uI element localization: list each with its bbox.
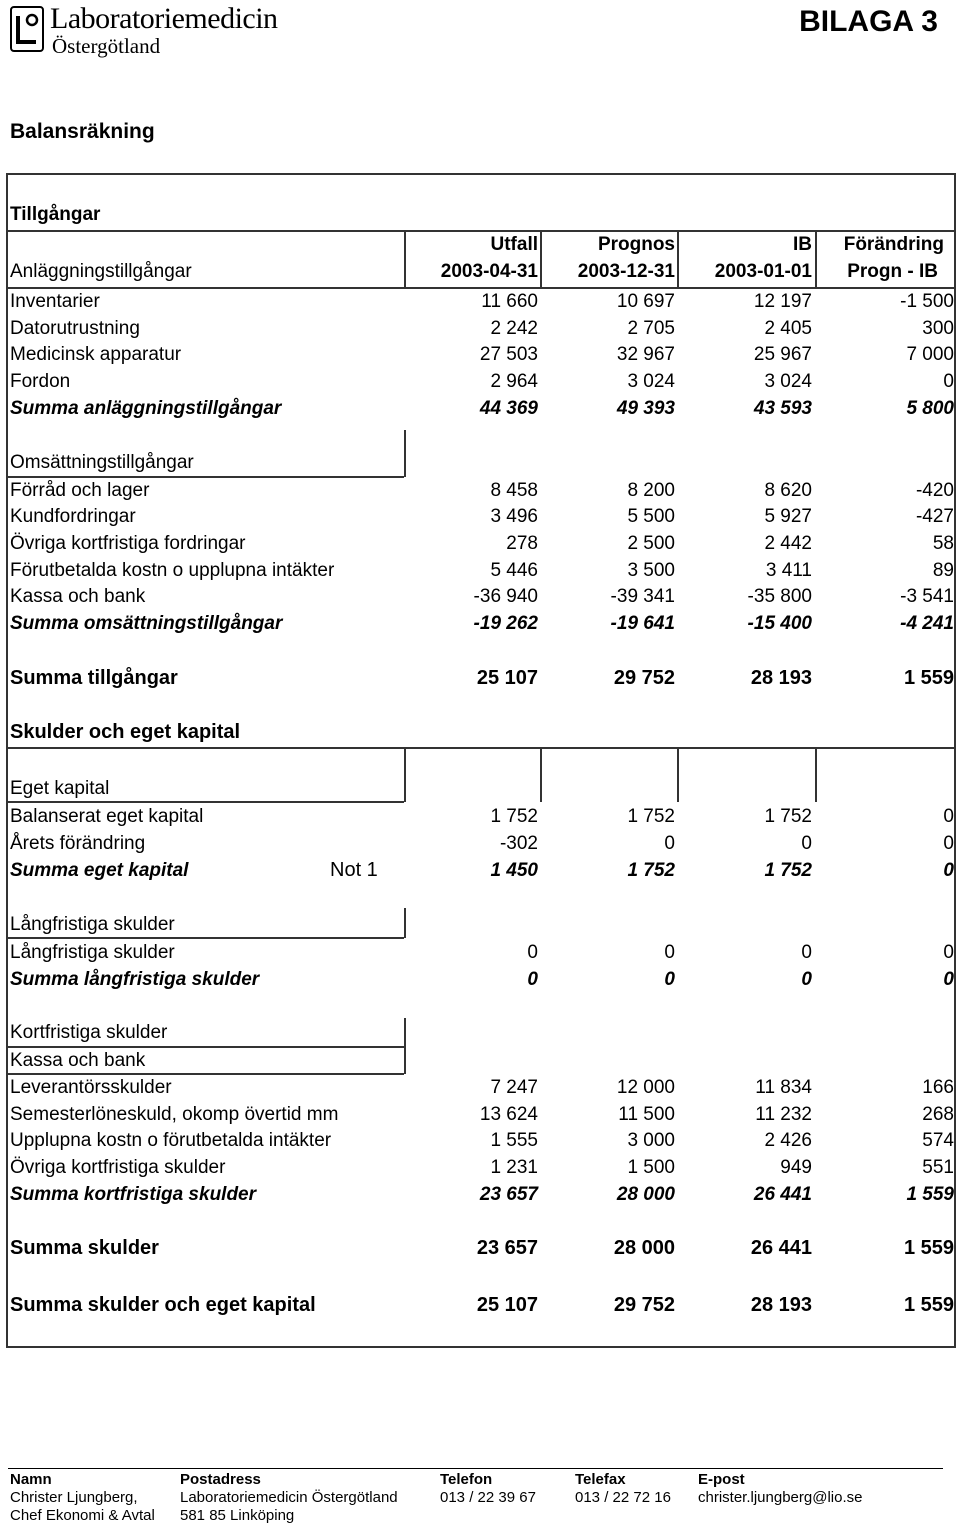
value-utfall: 27 503 [479,344,538,365]
value-utfall: -19 262 [473,613,538,634]
value-forandring: 268 [922,1104,954,1125]
note-reference: Not 1 [330,859,378,881]
value-forandring: -1 500 [900,291,954,312]
value-forandring: 551 [922,1157,954,1178]
value-prognos: 10 697 [616,291,675,312]
value-utfall: 3 496 [490,506,538,527]
column-header-forandring: Förändring [843,234,944,255]
value-ib: 0 [801,969,812,990]
table-row [0,583,960,610]
value-utfall: 25 107 [476,667,538,689]
table-row [0,830,960,857]
lang-heading-row [0,911,960,938]
footer-email[interactable]: christer.ljungberg@lio.se [698,1489,863,1506]
row-label: Övriga kortfristiga fordringar [10,533,246,554]
total-label: Summa tillgångar [10,667,178,689]
value-prognos: 3 024 [627,371,675,392]
value-prognos: 2 705 [627,318,675,339]
value-ib: 2 405 [764,318,812,339]
value-prognos: 32 967 [616,344,675,365]
value-prognos: 29 752 [613,1294,675,1316]
table-row [0,368,960,395]
row-label: Årets förändring [10,833,146,854]
value-ib: 11 834 [755,1077,812,1098]
footer-postal-code: 581 85 Linköping [180,1507,295,1524]
row-label: Upplupna kostn o förutbetalda intäkter [10,1130,332,1151]
value-utfall: 278 [506,533,538,554]
value-prognos: 49 393 [616,398,675,419]
row-label: Datorutrustning [10,318,140,339]
value-ib: 2 426 [764,1130,812,1151]
value-prognos: 11 500 [618,1104,675,1125]
value-utfall: 1 231 [490,1157,538,1178]
value-utfall: -302 [499,833,538,854]
section-skulder-label: Skulder och eget kapital [10,721,241,743]
value-utfall: 5 446 [490,560,538,581]
value-utfall: 0 [527,969,538,990]
lang-heading: Långfristiga skulder [10,914,175,935]
footer-address: Laboratoriemedicin Östergötland [180,1489,398,1506]
footer-header-telefax: Telefax [575,1471,626,1488]
logo-subtitle: Östergötland [52,34,161,58]
logo-title: Laboratoriemedicin [50,2,278,35]
footer-role: Chef Ekonomi & Avtal [10,1507,155,1524]
value-ib: 5 927 [764,506,812,527]
value-ib: 0 [801,833,812,854]
value-utfall: 2 964 [490,371,538,392]
value-forandring: -4 241 [900,613,954,634]
omsattning-heading: Omsättningstillgångar [10,452,194,473]
value-utfall: 1 752 [490,806,538,827]
row-label: Fordon [10,371,71,392]
table-row [0,803,960,830]
value-utfall: 1 555 [490,1130,538,1151]
value-ib: 949 [780,1157,812,1178]
value-prognos: 28 000 [613,1237,675,1259]
summary-row-anlaggning [0,395,960,422]
table-row [0,288,960,315]
value-forandring: 89 [932,560,954,581]
value-forandring: 0 [943,942,954,963]
logo [6,2,356,62]
column-header-row-2 [0,258,960,285]
total-label: Summa skulder och eget kapital [10,1294,316,1316]
total-row-tillgangar [0,665,960,692]
column-date-utfall: 2003-04-31 [440,261,538,282]
value-ib: 25 967 [753,344,812,365]
value-utfall: 0 [527,942,538,963]
value-utfall: 44 369 [479,398,538,419]
omsattning-heading-row [0,449,960,476]
value-ib: 1 752 [764,806,812,827]
row-label: Övriga kortfristiga skulder [10,1157,226,1178]
summary-row-eget [0,857,960,884]
value-forandring: 0 [943,833,954,854]
value-forandring: 0 [943,860,954,881]
value-prognos: 3 500 [627,560,675,581]
value-prognos: 0 [664,833,675,854]
footer-header-epost: E-post [698,1471,745,1488]
total-row-skulder-eget [0,1292,960,1319]
row-label: Kundfordringar [10,506,136,527]
summary-row-kort [0,1181,960,1208]
column-progn-ib: Progn - IB [847,261,938,282]
value-utfall: -36 940 [473,586,538,607]
value-prognos: 2 500 [627,533,675,554]
value-prognos: -19 641 [610,613,675,634]
eget-heading-row [0,775,960,802]
column-header-utfall: Utfall [490,234,538,255]
value-forandring: 0 [943,371,954,392]
value-forandring: 1 559 [903,667,954,689]
kort-subheading: Kassa och bank [10,1050,146,1071]
value-forandring: 58 [932,533,954,554]
footer-header-postadress: Postadress [180,1471,261,1488]
value-forandring: 7 000 [906,344,954,365]
table-row [0,1154,960,1181]
table-row [0,1074,960,1101]
summary-label: Summa omsättningstillgångar [10,613,283,634]
value-ib: 28 193 [750,667,812,689]
value-forandring: 1 559 [906,1184,954,1205]
table-row [0,341,960,368]
anlaggning-heading: Anläggningstillgångar [10,261,192,282]
value-utfall: 2 242 [490,318,538,339]
value-ib: 3 411 [765,560,812,581]
value-forandring: 300 [922,318,954,339]
value-utfall: 23 657 [479,1184,538,1205]
value-ib: 26 441 [750,1237,812,1259]
footer-fax: 013 / 22 72 16 [575,1489,671,1506]
value-forandring: 0 [943,969,954,990]
value-ib: 0 [801,942,812,963]
table-row [0,1101,960,1128]
summary-label: Summa långfristiga skulder [10,969,260,990]
value-prognos: 5 500 [627,506,675,527]
value-ib: 1 752 [764,860,812,881]
value-utfall: 25 107 [476,1294,538,1316]
value-prognos: 29 752 [613,667,675,689]
value-ib: 12 197 [753,291,812,312]
value-utfall: 1 450 [490,860,538,881]
table-row [0,315,960,342]
table-row [0,557,960,584]
value-forandring: 0 [943,806,954,827]
total-label: Summa skulder [10,1237,159,1259]
value-ib: 8 620 [764,480,812,501]
document-title: Balansräkning [10,120,155,143]
summary-label: Summa kortfristiga skulder [10,1184,257,1205]
value-prognos: 8 200 [627,480,675,501]
table-row [0,477,960,504]
row-label: Förutbetalda kostn o upplupna intäkter [10,560,335,581]
section-tillgangar-label: Tillgångar [10,204,101,225]
value-ib: 28 193 [750,1294,812,1316]
value-prognos: 1 752 [627,806,675,827]
summary-label: Summa anläggningstillgångar [10,398,282,419]
value-utfall: 11 660 [481,291,538,312]
value-forandring: 166 [922,1077,954,1098]
column-date-prognos: 2003-12-31 [577,261,675,282]
row-label: Långfristiga skulder [10,942,175,963]
value-forandring: -427 [915,506,954,527]
table-row [0,1127,960,1154]
summary-row-omsattning [0,610,960,637]
value-forandring: 1 559 [903,1237,954,1259]
value-prognos: 0 [664,942,675,963]
footer-phone: 013 / 22 39 67 [440,1489,536,1506]
footer-header-namn: Namn [10,1471,52,1488]
kort-heading-row [0,1019,960,1046]
table-row [0,530,960,557]
row-label: Inventarier [10,291,100,312]
value-forandring: -420 [915,480,954,501]
footer-name: Christer Ljungberg, [10,1489,138,1506]
column-date-ib: 2003-01-01 [714,261,812,282]
value-utfall: 7 247 [490,1077,538,1098]
value-prognos: 12 000 [616,1077,675,1098]
summary-row-lang [0,966,960,993]
row-label: Semesterlöneskuld, okomp övertid mm [10,1104,339,1125]
footer-header-telefon: Telefon [440,1471,493,1488]
section-skulder [0,719,960,746]
kort-subheading-row [0,1047,960,1074]
value-utfall: 13 624 [479,1104,538,1125]
appendix-label: BILAGA 3 [799,5,938,38]
eget-heading: Eget kapital [10,778,110,799]
column-header-row-1 [0,231,960,258]
value-forandring: 574 [922,1130,954,1151]
value-ib: -35 800 [747,586,812,607]
value-ib: 2 442 [764,533,812,554]
table-row [0,939,960,966]
value-prognos: 1 752 [627,860,675,881]
summary-label: Summa eget kapital [10,860,189,881]
value-ib: 43 593 [753,398,812,419]
value-ib: 26 441 [753,1184,812,1205]
section-tillgangar [0,201,960,228]
kort-heading: Kortfristiga skulder [10,1022,168,1043]
total-row-skulder [0,1235,960,1262]
value-utfall: 23 657 [476,1237,538,1259]
value-prognos: 28 000 [616,1184,675,1205]
rule-under-skulder-heading [6,747,956,749]
value-forandring: 5 800 [906,398,954,419]
value-ib: 11 232 [755,1104,812,1125]
value-forandring: 1 559 [903,1294,954,1316]
value-prognos: 3 000 [627,1130,675,1151]
column-header-ib: IB [793,234,812,255]
value-forandring: -3 541 [900,586,954,607]
row-label: Balanserat eget kapital [10,806,204,827]
table-row [0,503,960,530]
column-header-prognos: Prognos [597,234,675,255]
value-utfall: 8 458 [490,480,538,501]
row-label: Leverantörsskulder [10,1077,172,1098]
value-prognos: -39 341 [610,586,675,607]
value-prognos: 0 [664,969,675,990]
row-label: Medicinsk apparatur [10,344,182,365]
value-ib: 3 024 [764,371,812,392]
value-prognos: 1 500 [627,1157,675,1178]
footer-rule [8,1468,943,1469]
row-label: Kassa och bank [10,586,146,607]
logo-mark-icon [10,6,44,52]
value-ib: -15 400 [747,613,812,634]
row-label: Förråd och lager [10,480,150,501]
